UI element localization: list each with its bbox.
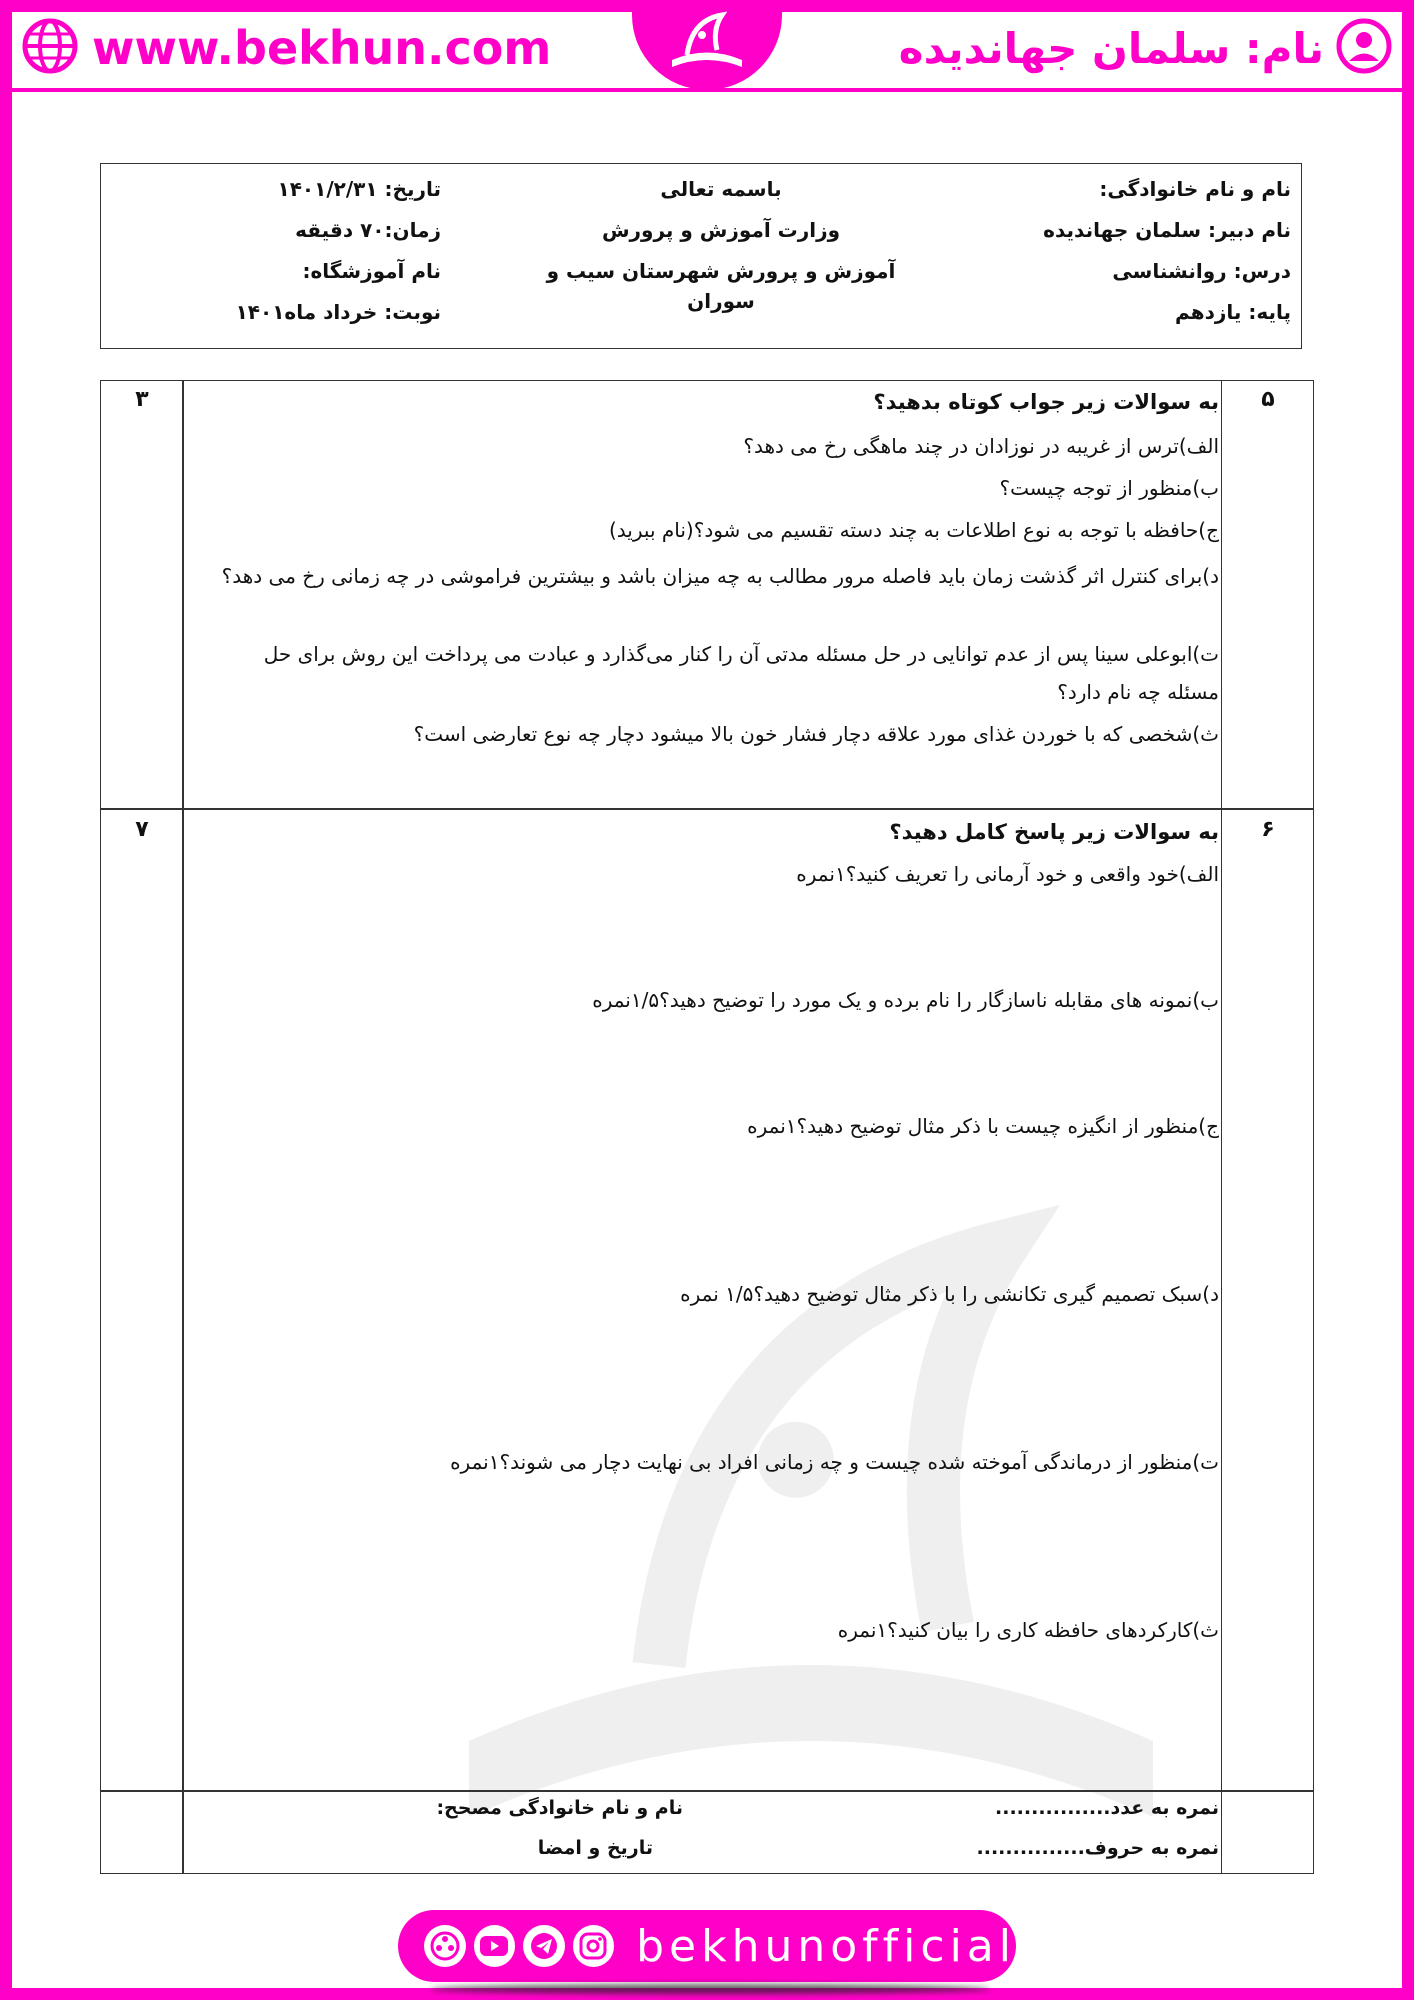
question-6-score: ۷ — [135, 817, 149, 842]
film-reel-icon[interactable] — [424, 1925, 466, 1967]
student-info-column — [911, 174, 1291, 327]
question-6-item-d: د)سبک تصمیم گیری تکانشی را با ذکر مثال توضیح دهید؟۱/۵ نمره — [680, 1282, 1219, 1306]
column-divider-score — [182, 381, 184, 1873]
question-5-title: به سوالات زیر جواب کوتاه بدهید؟ — [873, 390, 1219, 414]
info-teacher: نام دبیر: سلمان جهاندیده — [1043, 218, 1291, 242]
info-ministry: وزارت آموزش و پرورش — [601, 218, 841, 242]
ministry-column — [521, 174, 921, 316]
grade-words: نمره به حروف............... — [976, 1837, 1219, 1859]
social-bar[interactable] — [398, 1910, 1016, 1982]
social-handle[interactable]: bekhunofficial — [636, 1920, 1016, 1972]
info-date: تاریخ: ۱۴۰۱/۲/۳۱ — [277, 177, 441, 201]
question-6-item-t: ت)منظور از درماندگی آموخته شده چیست و چه زمانی افراد بی نهایت دچار می شوند؟۱نمره — [450, 1450, 1219, 1474]
exam-info-box — [100, 163, 1302, 349]
row-divider-q6 — [101, 808, 1313, 810]
question-5-item-a: الف)ترس از غریبه در نوزادان در چند ماهگی رخ می دهد؟ — [743, 434, 1219, 458]
info-school: نام آموزشگاه: — [302, 259, 441, 283]
book-logo-icon — [662, 5, 752, 85]
instagram-icon[interactable] — [573, 1925, 615, 1967]
column-divider-number — [1221, 381, 1223, 1873]
info-subject: درس: روانشناسی — [1112, 259, 1291, 283]
question-6-item-b: ب)نمونه های مقابله ناسازگار را نام برده و یک مورد را توضیح دهید؟۱/۵نمره — [592, 988, 1219, 1012]
name-title: نام: سلمان جهاندیده — [898, 23, 1324, 73]
question-5-item-c: ج)حافظه با توجه به نوع اطلاعات به چند دسته تقسیم می شود؟(نام ببرید) — [609, 518, 1219, 542]
question-6-title: به سوالات زیر پاسخ کامل دهید؟ — [889, 820, 1219, 844]
info-session: نوبت: خرداد ماه۱۴۰۱ — [235, 300, 441, 324]
question-6-item-th: ث)کارکردهای حافظه کاری را بیان کنید؟۱نمره — [837, 1618, 1219, 1642]
questions-table — [100, 380, 1314, 1874]
question-5-item-d: د)برای کنترل اثر گذشت زمان باید فاصله مرور مطالب به چه میزان باشد و بیشترین فراموشی در چه زمانی رخ می دهد؟ — [221, 564, 1219, 588]
question-6-item-c: ج)منظور از انگیزه چیست با ذکر مثال توضیح دهید؟۱نمره — [747, 1114, 1219, 1138]
info-fullname: نام و نام خانوادگی: — [1099, 177, 1291, 201]
corrector-date-sign: تاریخ و امضا — [537, 1837, 653, 1859]
info-basmala: باسمه تعالی — [660, 177, 782, 201]
info-department: آموزش و پرورش شهرستان سیب و سوران — [546, 259, 896, 313]
header-student-name — [899, 18, 1392, 78]
grade-numeric: نمره به عدد................ — [995, 1797, 1219, 1819]
question-5-item-t: ت)ابوعلی سینا پس از عدم توانایی در حل مسئله مدتی آن را کنار می‌گذارد و عبادت می پرداخت این روش برای حل مسئله چه نام دارد؟ — [263, 642, 1219, 704]
telegram-icon[interactable] — [523, 1925, 565, 1967]
header-website[interactable] — [22, 18, 551, 78]
exam-details-column — [221, 174, 441, 327]
question-5-item-th: ث)شخصی که با خوردن غذای مورد علاقه دچار فشار خون بالا میشود دچار چه نوع تعارضی است؟ — [413, 722, 1219, 746]
info-duration: زمان:۷۰ دقیقه — [295, 218, 441, 242]
website-url[interactable]: www.bekhun.com — [92, 21, 552, 75]
question-5-item-b: ب)منظور از توجه چیست؟ — [999, 476, 1219, 500]
question-5-score: ۳ — [135, 387, 149, 412]
globe-icon — [22, 18, 78, 78]
question-6-item-a: الف)خود واقعی و خود آرمانی را تعریف کنید؟۱نمره — [796, 862, 1219, 886]
row-divider-footer — [101, 1790, 1313, 1792]
question-5-number: ۵ — [1261, 387, 1275, 412]
youtube-icon[interactable] — [474, 1925, 516, 1967]
question-6-number: ۶ — [1261, 817, 1275, 842]
corrector-name: نام و نام خانوادگی مصحح: — [436, 1797, 683, 1819]
user-icon — [1336, 18, 1392, 78]
pill-shadow — [430, 1984, 990, 1994]
info-grade: پایه: یازدهم — [1175, 300, 1291, 324]
